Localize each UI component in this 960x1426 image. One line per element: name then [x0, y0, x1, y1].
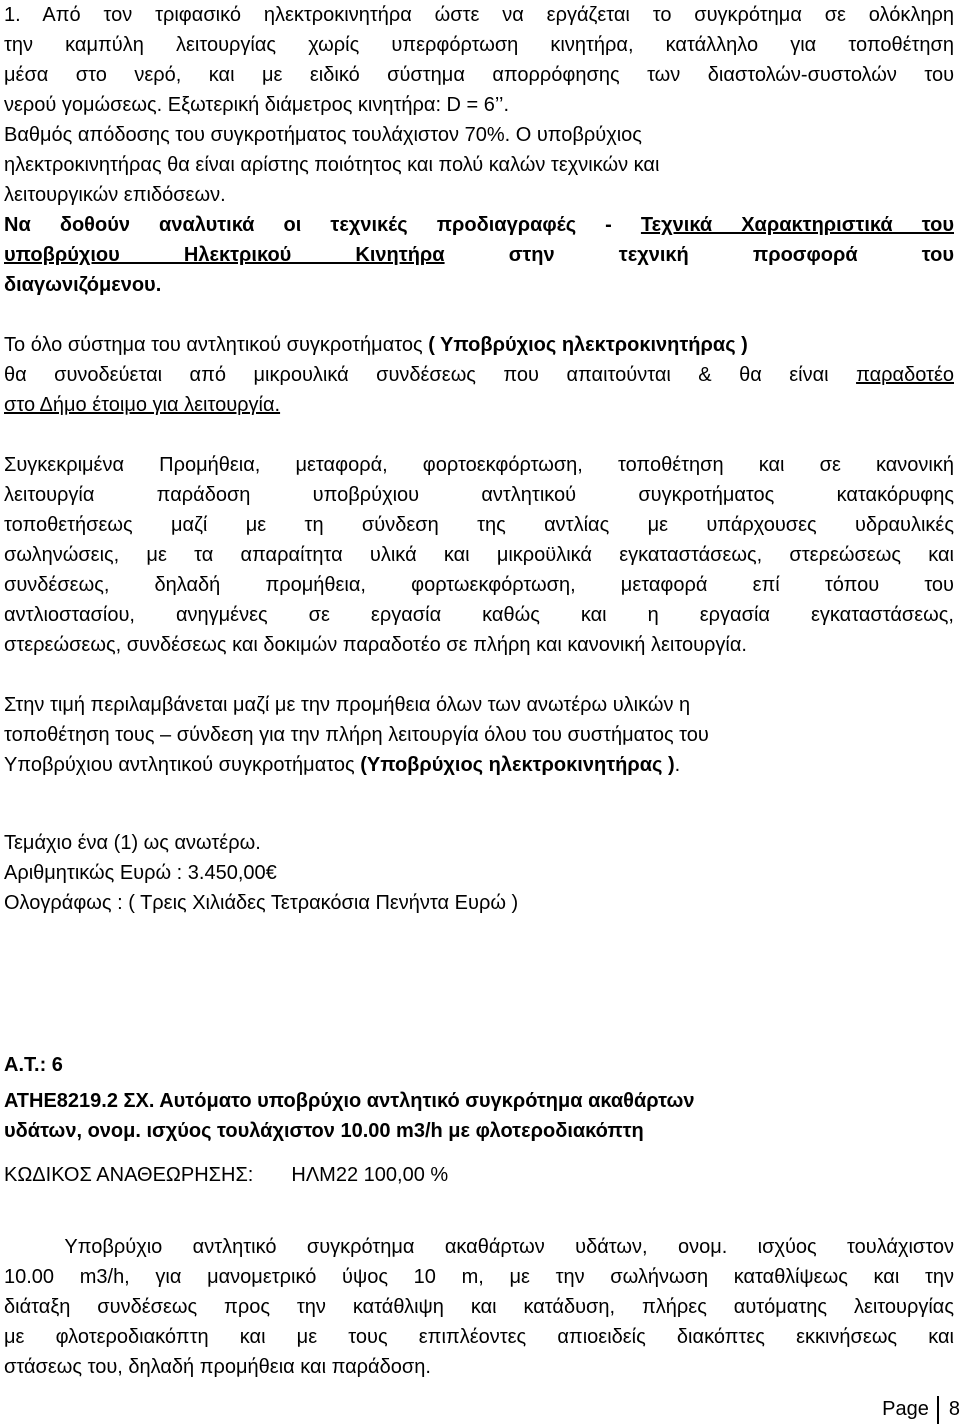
text-span: θα συνοδεύεται από μικρουλικά συνδέσεως που απαιτούνται & θα είναι [4, 364, 857, 386]
spec-text: Να δοθούν αναλυτικά οι τεχνικές προδιαγραφές - [4, 214, 641, 236]
price-words: Ολογράφως : ( Τρεις Χιλιάδες Τετρακόσια Πενήντα Ευρώ ) [4, 892, 519, 914]
text-line: Βαθμός απόδοσης του συγκροτήματος τουλάχιστον 70%. Ο υποβρύχιος [4, 124, 642, 146]
underlined-text: παραδοτέο [856, 364, 954, 386]
text-span: Υποβρύχιου αντλητικού συγκροτήματος [4, 754, 361, 776]
underlined-text: στο Δήμο έτοιμο για λειτουργία. [4, 394, 281, 416]
text-span: Το όλο σύστημα του αντλητικού συγκροτήματος [4, 334, 429, 356]
text-line [4, 330, 954, 360]
text-span: . [674, 754, 681, 776]
text-line: την καμπύλη λειτουργίας χωρίς υπερφόρτωση κινητήρα, κατάλληλο για τοποθέτηση [4, 34, 954, 56]
bold-text: ( Υποβρύχιος ηλεκτροκινητήρας ) [428, 334, 748, 356]
text-line: λειτουργία παράδοση υποβρύχιου αντλητικού συγκροτήματος κατακόρυφης [4, 484, 954, 506]
revision-label: ΚΩΔΙΚΟΣ ΑΝΑΘΕΩΡΗΣΗΣ: [4, 1164, 254, 1186]
text-line: ηλεκτροκινητήρας θα είναι αρίστης ποιότητος και πολύ καλών τεχνικών και [4, 154, 660, 176]
text-line: λειτουργικών επιδόσεων. [4, 184, 226, 206]
page-footer [882, 1394, 960, 1424]
text-line: 1. Από τον τριφασικό ηλεκτροκινητήρα ώστε να εργάζεται το συγκρότημα σε ολόκληρη [4, 4, 954, 26]
item-title: υδάτων, ονομ. ισχύος τουλάχιστον 10.00 m3/h με φλοτεροδιακόπτη [4, 1120, 644, 1142]
spec-underlined-text: Τεχνικά Χαρακτηριστικά του [640, 214, 954, 236]
bold-text: (Υποβρύχιος ηλεκτροκινητήρας ) [360, 754, 675, 776]
text-line: σωληνώσεις, με τα απαραίτητα υλικά και μικροϋλικά εγκαταστάσεως, στερεώσεως και [4, 544, 954, 566]
spec-line: διαγωνιζόμενου. [4, 274, 162, 296]
text-line: Συγκεκριμένα Προμήθεια, μεταφορά, φορτοεκφόρτωση, τοποθέτηση και σε κανονική [4, 454, 954, 476]
text-line: αντλιοστασίου, ανηγμένες σε εργασία καθώς και η εργασία εγκαταστάσεως, [4, 604, 954, 626]
item-code: Α.Τ.: 6 [4, 1054, 63, 1076]
spec-underlined-text: υποβρύχιου Ηλεκτρικού Κινητήρα [4, 244, 445, 266]
text-line: Στην τιμή περιλαμβάνεται μαζί με την προμήθεια όλων των ανωτέρω υλικών η [4, 694, 691, 716]
price-numeric: Αριθμητικώς Ευρώ : 3.450,00€ [4, 862, 277, 884]
spec-line [4, 240, 954, 270]
text-line: Υποβρύχιο αντλητικό συγκρότημα ακαθάρτων υδάτων, ονομ. ισχύος τουλάχιστον [4, 1236, 954, 1258]
page-number: 8 [948, 1398, 960, 1420]
text-line: μέσα στο νερό, και με ειδικό σύστημα απορρόφησης των διαστολών-συστολών του [4, 64, 954, 86]
text-line: 10.00 m3/h, για μανομετρικό ύψος 10 m, με την σωλήνωση καταθλίψεως και την [4, 1266, 954, 1288]
price-piece: Τεμάχιο ένα (1) ως ανωτέρω. [4, 832, 261, 854]
spec-line [4, 210, 954, 240]
text-line: στάσεως του, δηλαδή προμήθεια και παράδοση. [4, 1356, 431, 1378]
text-line [4, 750, 954, 780]
page-label: Page [882, 1398, 929, 1420]
text-line: με φλοτεροδιακόπτη και με τους επιπλέοντες απιοειδείς διακόπτες εκκινήσεως και [4, 1326, 954, 1348]
text-line [4, 360, 954, 390]
item-title: ΑΤΗΕ8219.2 ΣΧ. Αυτόματο υποβρύχιο αντλητικό συγκρότημα ακαθάρτων [4, 1090, 695, 1112]
text-line: τοποθετήσεως μαζί με τη σύνδεση της αντλίας με υπάρχουσες υδραυλικές [4, 514, 954, 536]
revision-value: ΗΛΜ22 100,00 % [291, 1164, 449, 1186]
spec-text: στην τεχνική προσφορά του [444, 244, 955, 266]
revision-code [4, 1160, 954, 1190]
footer-separator [937, 1396, 939, 1424]
text-line: τοποθέτηση τους – σύνδεση για την πλήρη λειτουργία όλου του συστήματος του [4, 724, 709, 746]
text-line: στερεώσεως, συνδέσεως και δοκιμών παραδοτέο σε πλήρη και κανονική λειτουργία. [4, 634, 747, 656]
text-line: νερού γομώσεως. Εξωτερική διάμετρος κινητήρα: D = 6’’. [4, 94, 509, 116]
text-line: συνδέσεως, δηλαδή προμήθεια, φορτωεκφόρτωση, μεταφορά επί τόπου του [4, 574, 954, 596]
text-line: διάταξη συνδέσεως προς την κατάθλιψη και κατάδυση, πλήρες αυτόματης λειτουργίας [4, 1296, 954, 1318]
